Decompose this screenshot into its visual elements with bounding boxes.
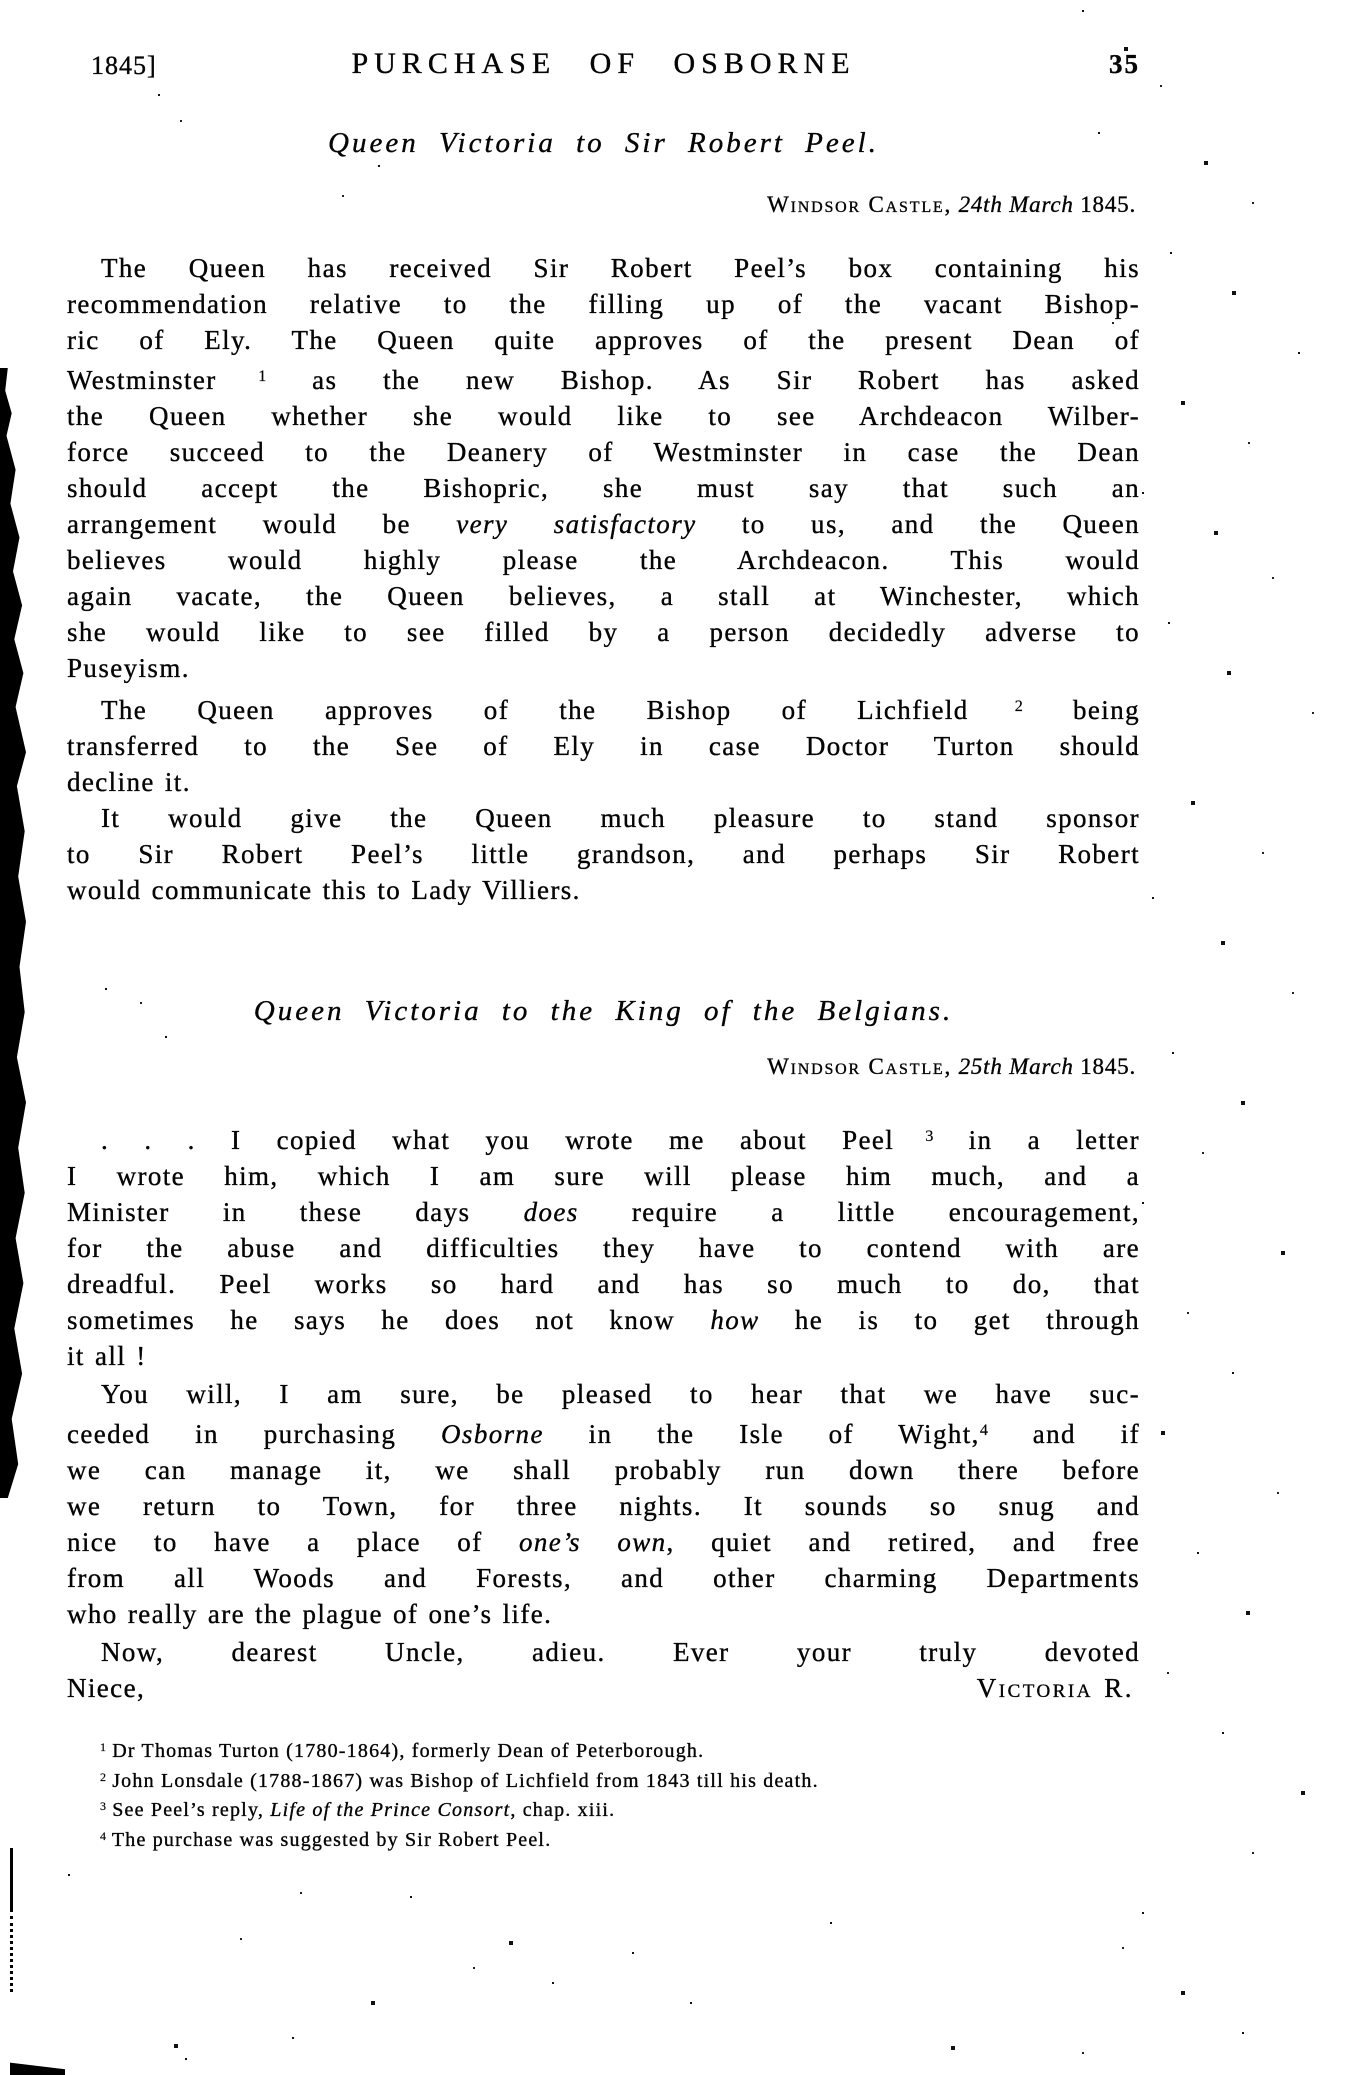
text-segment: the Queen whether she would like to see Archdeacon Wilber-: [67, 401, 1140, 432]
text-line: [67, 764, 1140, 800]
left-edge-scan-band: [0, 368, 26, 1498]
text-line: [67, 434, 1140, 470]
text-segment: The purchase was suggested by Sir Robert Peel.: [106, 1828, 552, 1851]
text-line: [67, 1452, 1140, 1488]
letter-1-heading: Queen Victoria to Sir Robert Peel.: [328, 127, 879, 159]
text-segment: it all !: [67, 1341, 147, 1372]
text-line: [67, 1596, 1140, 1632]
dateline-date: 25th March: [958, 1054, 1074, 1079]
text-line: [67, 1376, 1140, 1412]
text-segment: to us, and the Queen: [696, 509, 1140, 540]
text-segment: sometimes he says he does not know: [67, 1305, 711, 1336]
dateline-year: 1845.: [1080, 192, 1136, 217]
letter-1-paragraph-2: [67, 688, 1140, 800]
text-line: [67, 250, 1140, 286]
text-line: [67, 1338, 1140, 1374]
letter-1-paragraph-1: [67, 250, 1140, 686]
footnote-marker: 2: [100, 1769, 106, 1784]
footnote-marker: 4: [100, 1828, 106, 1843]
text-segment: Puseyism.: [67, 653, 190, 684]
text-line: [67, 1302, 1140, 1338]
letter-2-paragraph-2: [67, 1376, 1140, 1632]
scan-dotted-line-artifact: [10, 1916, 13, 1992]
text-line: [67, 1524, 1140, 1560]
text-segment: It would give the Queen much pleasure to stand sponsor: [101, 803, 1140, 833]
text-line: [67, 1488, 1140, 1524]
text-line: [100, 1735, 1140, 1765]
text-segment: , quiet and retired, and free: [666, 1527, 1140, 1558]
text-segment: should accept the Bishopric, she must say that such an: [67, 473, 1140, 504]
text-segment: nice to have a place of: [67, 1527, 519, 1558]
text-line: [67, 1670, 1140, 1706]
text-line: [67, 728, 1140, 764]
text-line: [67, 322, 1140, 358]
text-line: [67, 872, 1140, 908]
text-segment: ceeded in purchasing: [67, 1419, 442, 1450]
footnote-marker: 1: [216, 367, 267, 385]
text-segment: John Lonsdale (1788-1867) was Bishop of Lichfield from 1843 till his death.: [106, 1769, 819, 1792]
text-segment: require a little encouragement,: [578, 1197, 1140, 1228]
page-title-wrap: [67, 48, 1140, 81]
text-segment: how: [710, 1305, 760, 1336]
text-line: [100, 1824, 1140, 1854]
text-segment: You will, I am sure, be pleased to hear that we have suc-: [101, 1379, 1140, 1409]
text-segment: one’s own: [518, 1527, 667, 1558]
text-line: [67, 1230, 1140, 1266]
footnote-marker: 4: [979, 1421, 988, 1439]
scan-line-artifact: [10, 1848, 13, 1912]
letter-2-paragraph-1: [67, 1118, 1140, 1374]
text-segment: as the new Bishop. As Sir Robert has asked: [266, 365, 1141, 396]
text-line: [67, 358, 1140, 398]
page-title: PURCHASE OF OSBORNE: [351, 47, 856, 80]
text-line: [67, 1158, 1140, 1194]
text-segment: transferred to the See of Ely in case Doctor Turton should: [67, 731, 1140, 762]
text-segment: The Queen approves of the Bishop of Lichfield: [101, 695, 969, 726]
text-line: [67, 1118, 1140, 1158]
signature: [977, 1670, 1140, 1706]
text-line: [67, 800, 1140, 836]
text-segment: decline it.: [67, 767, 191, 798]
text-line: [67, 1194, 1140, 1230]
text-segment: to Sir Robert Peel’s little grandson, and perhaps Sir Robert: [67, 839, 1140, 869]
corner-ink-mark: [10, 2056, 65, 2075]
letter-2-heading: Queen Victoria to the King of the Belgians.: [253, 995, 954, 1027]
text-segment: does: [523, 1197, 579, 1228]
text-segment: and if: [987, 1419, 1140, 1450]
text-segment: who really are the plague of one’s life.: [67, 1599, 553, 1630]
text-line: [67, 1634, 1140, 1670]
page-header: [67, 48, 1140, 84]
footnote-marker: 3: [894, 1127, 934, 1145]
letter-1-dateline: [67, 190, 1140, 220]
text-line: [67, 1560, 1140, 1596]
text-segment: Osborne: [441, 1419, 544, 1450]
text-segment: he is to get through: [759, 1305, 1140, 1336]
text-segment: I wrote him, which I am sure will please him much, and a: [67, 1161, 1140, 1192]
text-line: [67, 506, 1140, 542]
letter-1-paragraph-3: [67, 800, 1140, 908]
text-segment: in the Isle of Wight,: [543, 1419, 980, 1450]
text-segment: she would like to see filled by a person decidedly adverse to: [67, 617, 1140, 648]
dateline-date: 24th March: [958, 192, 1074, 217]
text-line: [67, 688, 1140, 728]
text-segment: ric of Ely. The Queen quite approves of the present Dean of: [67, 325, 1140, 355]
text-segment: . . . I copied what you wrote me about Peel: [101, 1125, 895, 1156]
text-line: [100, 1765, 1140, 1795]
text-segment: arrangement would be: [67, 509, 457, 540]
dateline-place: Windsor Castle,: [767, 1054, 953, 1079]
text-line: [67, 578, 1140, 614]
text-segment: we can manage it, we shall probably run down there before: [67, 1455, 1140, 1486]
text-segment: force succeed to the Deanery of Westminster in case the Dean: [67, 437, 1140, 468]
text-segment: from all Woods and Forests, and other charming Departments: [67, 1563, 1140, 1594]
text-line: [67, 470, 1140, 506]
text-segment: being: [1022, 695, 1140, 726]
text-segment: , chap. xiii.: [510, 1799, 616, 1821]
text-segment: See Peel’s reply,: [106, 1799, 271, 1821]
footnotes-section: [67, 1735, 1140, 1853]
text-line: [67, 542, 1140, 578]
text-segment: Westminster: [67, 365, 217, 396]
dateline-year: 1845.: [1080, 1054, 1136, 1079]
text-line: [100, 1794, 1140, 1824]
text-segment: recommendation relative to the filling up of the vacant Bishop-: [67, 289, 1140, 319]
text-segment: Minister in these days: [67, 1197, 524, 1228]
text-line: [67, 614, 1140, 650]
text-line: [67, 650, 1140, 686]
text-line: [67, 836, 1140, 872]
text-segment: in a letter: [933, 1125, 1141, 1156]
text-segment: again vacate, the Queen believes, a stall at Winchester, which: [67, 581, 1140, 612]
text-segment: Now, dearest Uncle, adieu. Ever your truly devoted: [101, 1637, 1140, 1667]
text-segment: dreadful. Peel works so hard and has so much to do, that: [67, 1269, 1140, 1300]
text-line: [67, 398, 1140, 434]
page-number: 35: [1109, 49, 1140, 79]
text-segment: would communicate this to Lady Villiers.: [67, 875, 581, 905]
year-label: 1845]: [91, 51, 157, 80]
footnote-marker: 1: [100, 1740, 106, 1754]
text-segment: Life of the Prince Consort: [270, 1799, 511, 1821]
footnote-marker: 2: [968, 697, 1023, 715]
text-segment: Victoria R.: [976, 1673, 1134, 1703]
text-segment: very satisfactory: [456, 509, 697, 540]
text-line: [67, 1266, 1140, 1302]
letter-2-dateline: [67, 1052, 1140, 1082]
text-segment: Dr Thomas Turton (1780-1864), formerly Dean of Peterborough.: [106, 1740, 705, 1762]
footnote-marker: 3: [100, 1799, 106, 1813]
text-line: [67, 1412, 1140, 1452]
text-line: [67, 286, 1140, 322]
text-segment: we return to Town, for three nights. It sounds so snug and: [67, 1491, 1140, 1522]
text-segment: Niece,: [67, 1673, 146, 1703]
text-segment: for the abuse and difficulties they have to contend with are: [67, 1233, 1140, 1264]
dateline-place: Windsor Castle,: [767, 192, 953, 217]
text-segment: The Queen has received Sir Robert Peel’s box containing his: [101, 253, 1140, 283]
letter-2-paragraph-3: [67, 1634, 1140, 1706]
text-segment: believes would highly please the Archdeacon. This would: [67, 545, 1140, 576]
